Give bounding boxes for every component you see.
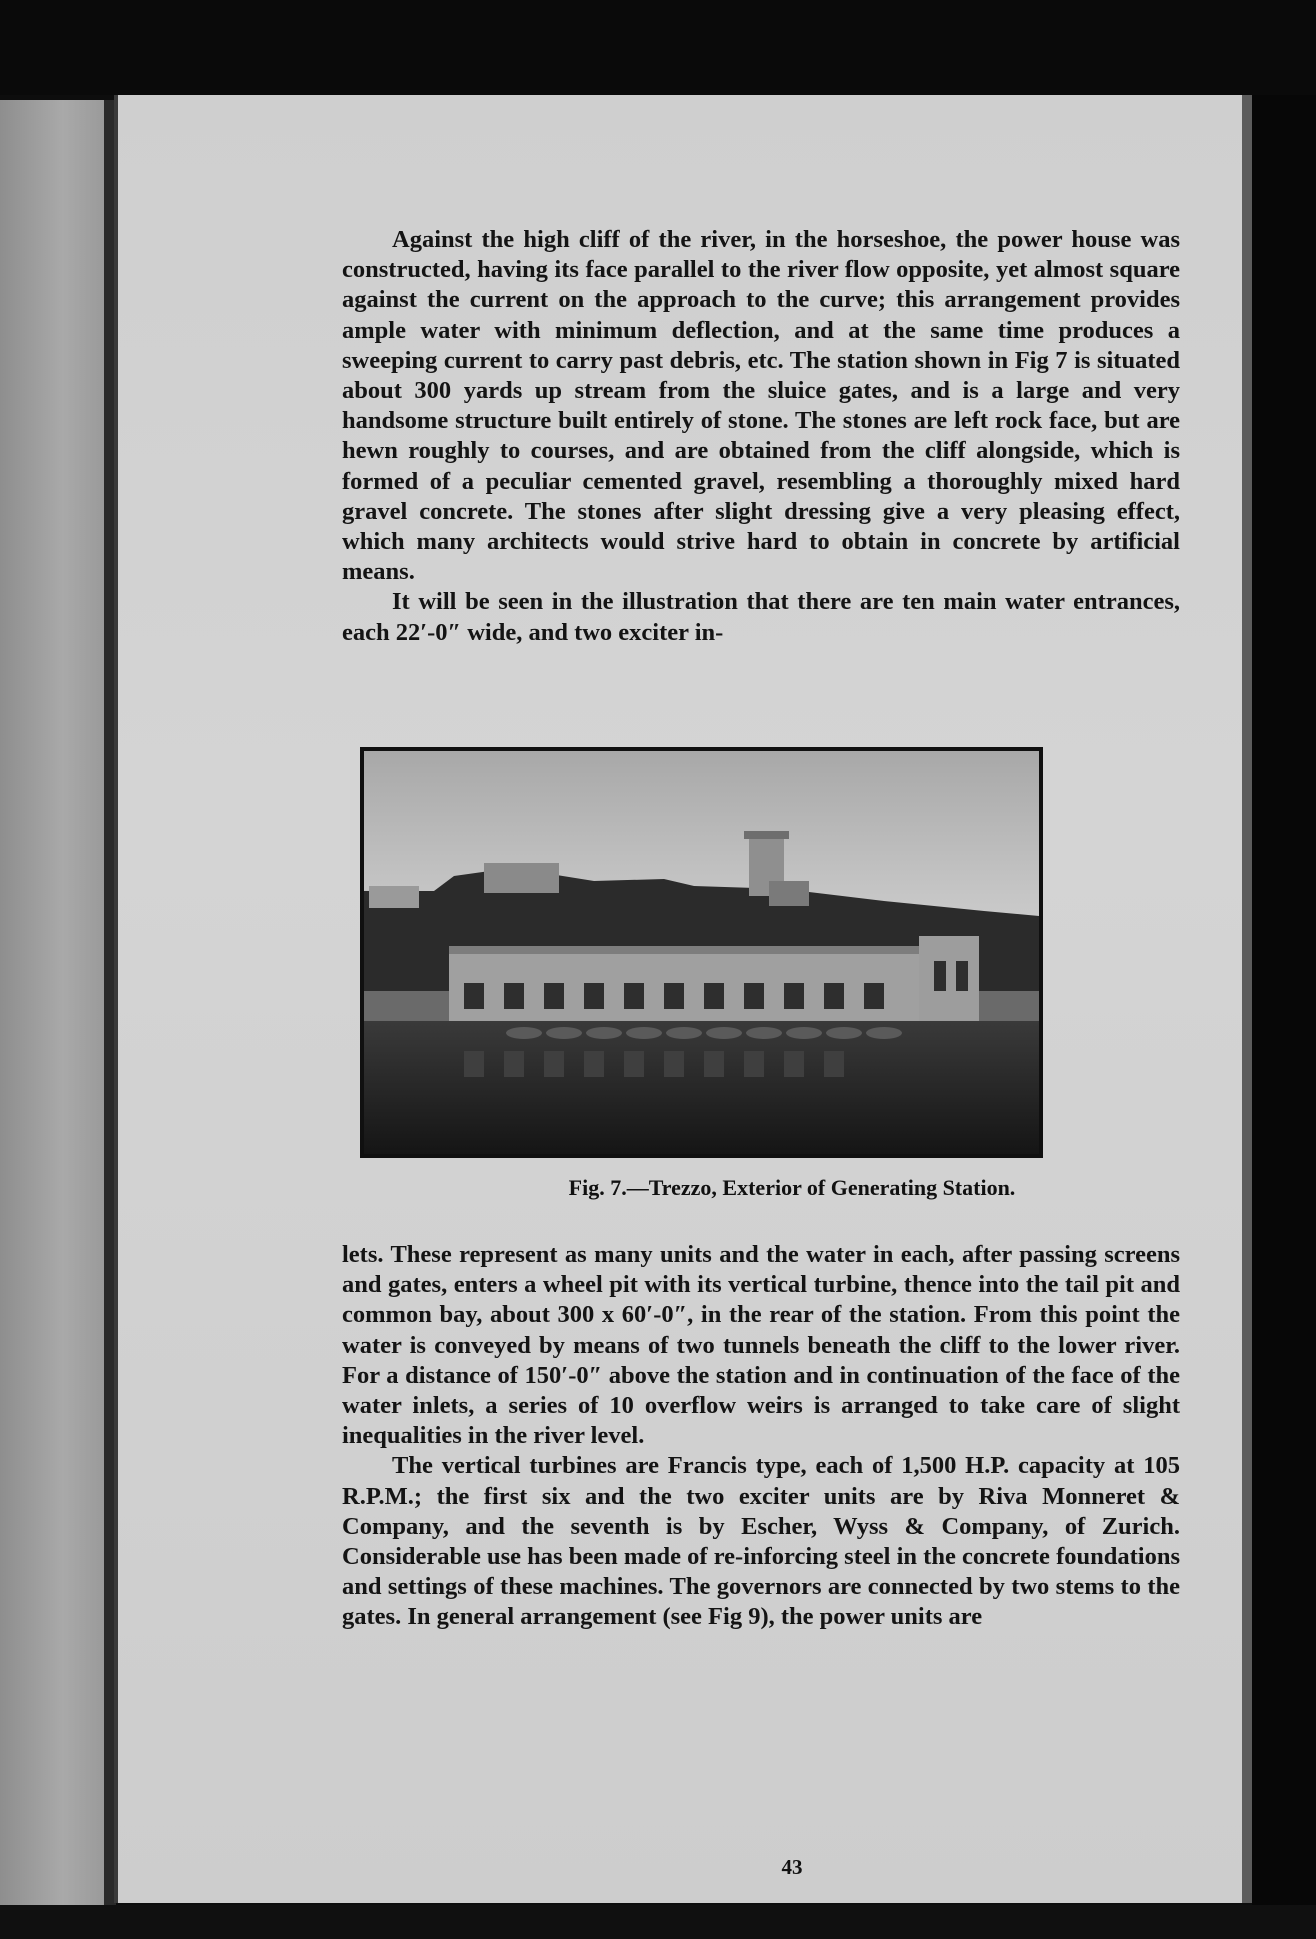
book-page [114, 95, 1242, 1903]
text-block-bottom [342, 1240, 1180, 1633]
paragraph: lets. These represent as many units and the water in each, after passing screens and gates, enters a wheel pit with its vertical turbine, thence into the tail pit and common bay, about 300 x 60′-0″, in the rear of the station. From this point the water is conveyed by means of two tunnels beneath the cliff to the lower river. For a distance of 150′-0″ above the station and in continuation of the face of the water inlets, a series of 10 overflow weirs is arranged to take care of slight inequalities in the river level. [342, 1241, 1180, 1450]
hilltop-house [484, 863, 559, 893]
paragraph: The vertical turbines are Francis type, each of 1,500 H.P. capacity at 105 R.P.M.; the first six and the two exciter units are by Riva Monneret & Company, and the seventh is by Escher, Wyss & Company, of Zurich. Considerable use has been made of re-inforcing steel in the concrete foundations and settings of these machines. The governors are connected by two stems to the gates. In general arrangement (see Fig 9), the power units are [342, 1452, 1180, 1631]
paragraph: It will be seen in the illustration that there are ten main water entrances, each 22′-0″ wide, and two exciter in- [342, 588, 1180, 646]
scan-right-border [1252, 95, 1316, 1905]
river-water [364, 1021, 1039, 1154]
scan-top-border [0, 0, 1316, 95]
scan-bottom-border [0, 1905, 1316, 1939]
text-block-top [342, 225, 1180, 648]
station-photo-illustration [364, 751, 1039, 1154]
figure-caption: Fig. 7.—Trezzo, Exterior of Generating Station. [568, 1175, 1016, 1200]
figure-photograph [360, 747, 1043, 1158]
paragraph: Against the high cliff of the river, in the horseshoe, the power house was constructed, having its face parallel to the river flow opposite, yet almost square against the current on the approach to the curve; this arrangement provides ample water with minimum deflection, and at the same time produces a sweeping current to carry past debris, etc. The station shown in Fig 7 is situated about 300 yards up stream from the sluice gates, and is a large and very handsome structure built entirely of stone. The stones are left rock face, but are hewn roughly to courses, and are obtained from the cliff alongside, which is formed of a peculiar cemented gravel, resembling a thoroughly mixed hard gravel concrete. The stones after slight dressing give a very pleasing effect, which many architects would strive hard to obtain in concrete by artificial means. [342, 226, 1180, 586]
page-number: 43 [781, 1855, 803, 1879]
right-page-edge [1242, 95, 1252, 1903]
power-house-tower [919, 936, 979, 1021]
left-page-edge [0, 100, 105, 1905]
